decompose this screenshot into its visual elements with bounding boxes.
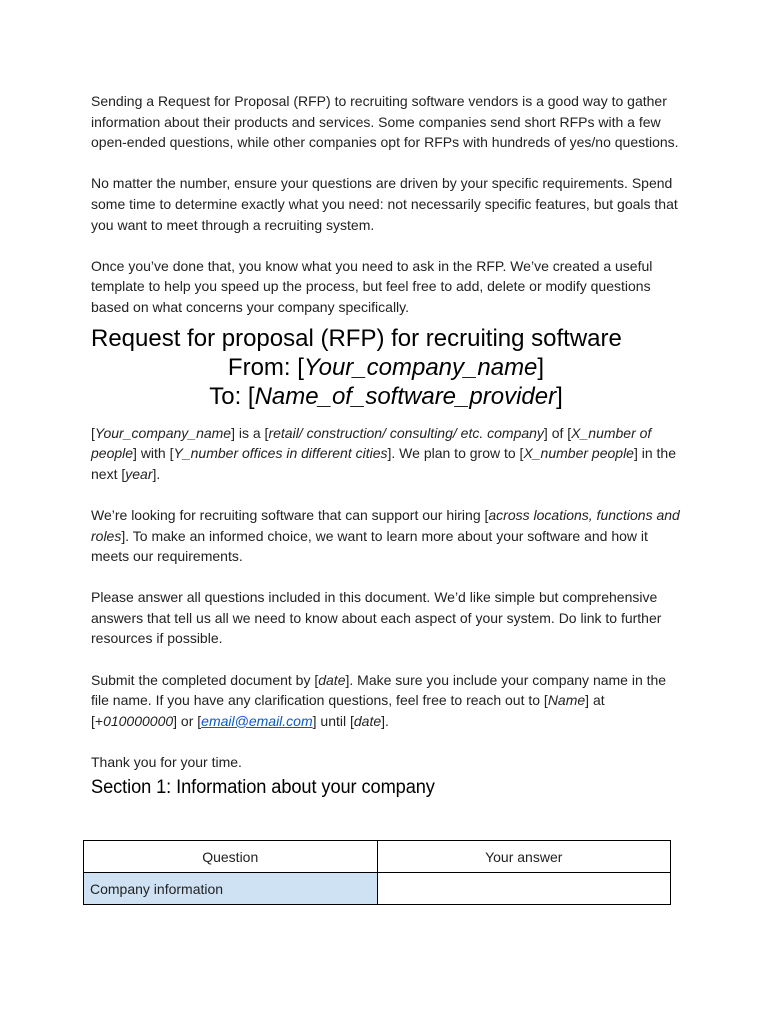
- text-run: Submit the completed document by [: [91, 671, 319, 688]
- text-run: ].: [152, 465, 161, 482]
- from-suffix: ]: [537, 353, 545, 381]
- phone-placeholder: 010000000: [103, 712, 174, 729]
- text-run: ] with [: [133, 445, 174, 462]
- text-run: ] is a [: [231, 424, 269, 441]
- hiring-scope-placeholder: across locations, functions and roles: [91, 506, 680, 544]
- name-placeholder: Name: [547, 692, 586, 709]
- text-run: ].: [381, 712, 389, 729]
- document-content: [91, 91, 681, 801]
- text-run: ]. To make an informed choice, we want to learn more about your software and how it meets our requirements.: [91, 527, 648, 565]
- question-cell: Company information: [84, 873, 378, 905]
- growth-people-placeholder: X_number people: [523, 445, 634, 462]
- to-provider-placeholder: Name_of_software_provider: [254, 382, 557, 410]
- intro-paragraph-2: No matter the number, ensure your questions are driven by your specific requirements. Spend some time to determine exactly what you need: not necessarily specific features, but goals that you want to meet through a recruiting system.: [91, 175, 678, 233]
- email-link[interactable]: email@email.com: [201, 712, 313, 729]
- text-run: ] until [: [312, 712, 354, 729]
- offices-placeholder: Y_number offices in different cities: [173, 445, 388, 462]
- text-run: [: [91, 424, 95, 441]
- section-1-heading: Section 1: Information about your company: [91, 776, 435, 798]
- table-row: [84, 873, 671, 905]
- people-count-placeholder: X_number of people: [91, 424, 652, 462]
- deadline-date-placeholder: date: [353, 712, 382, 729]
- company-name-placeholder: Your_company_name: [94, 424, 232, 441]
- text-run: ] in the next [: [91, 445, 676, 482]
- to-suffix: ]: [556, 382, 563, 410]
- title-from-line: [91, 353, 681, 382]
- text-run: ] of [: [543, 424, 572, 441]
- title-to-line: [91, 382, 681, 411]
- text-run: ]. We plan to grow to [: [387, 445, 524, 462]
- text-run: ] at [+: [91, 692, 605, 729]
- answer-column-header: Your answer: [377, 841, 671, 873]
- to-prefix: To: [: [209, 382, 255, 410]
- hiring-paragraph: [91, 505, 681, 567]
- year-placeholder: year: [125, 465, 153, 482]
- document-title: Request for proposal (RFP) for recruiting software: [91, 324, 622, 352]
- company-info-table: [83, 840, 671, 905]
- text-run: ] or [: [173, 712, 202, 729]
- intro-paragraph-1: Sending a Request for Proposal (RFP) to recruiting software vendors is a good way to gather information about their products and services. Some companies send short RFPs with a few open-ended questions, while other companies opt for RFPs with hundreds of yes/no questions.: [91, 93, 679, 151]
- date-placeholder: date: [318, 671, 346, 688]
- text-run: ]. Make sure you include your company name in the file name. If you have any clarification questions, feel free to reach out to [: [91, 671, 667, 709]
- question-column-header: Question: [84, 841, 378, 873]
- intro-paragraph-3: Once you’ve done that, you know what you need to ask in the RFP. We’ve created a useful template to help you speed up the process, but feel free to add, delete or modify questions based on what concerns your company specifically.: [91, 257, 653, 315]
- submission-paragraph: [91, 670, 681, 732]
- instructions-paragraph: Please answer all questions included in this document. We’d like simple but comprehensive answers that tell us all we need to know about each aspect of your system. Do link to further resources if possible.: [91, 589, 662, 647]
- from-company-placeholder: Your_company_name: [303, 353, 538, 381]
- thank-you-line: Thank you for your time.: [91, 754, 242, 771]
- company-type-placeholder: retail/ construction/ consulting/ etc. company: [268, 424, 544, 441]
- text-run: We’re looking for recruiting software that can support our hiring [: [91, 506, 489, 523]
- company-paragraph: [91, 423, 681, 485]
- from-prefix: From: [: [227, 353, 304, 381]
- table-header-row: [84, 841, 671, 873]
- answer-cell[interactable]: [377, 873, 671, 905]
